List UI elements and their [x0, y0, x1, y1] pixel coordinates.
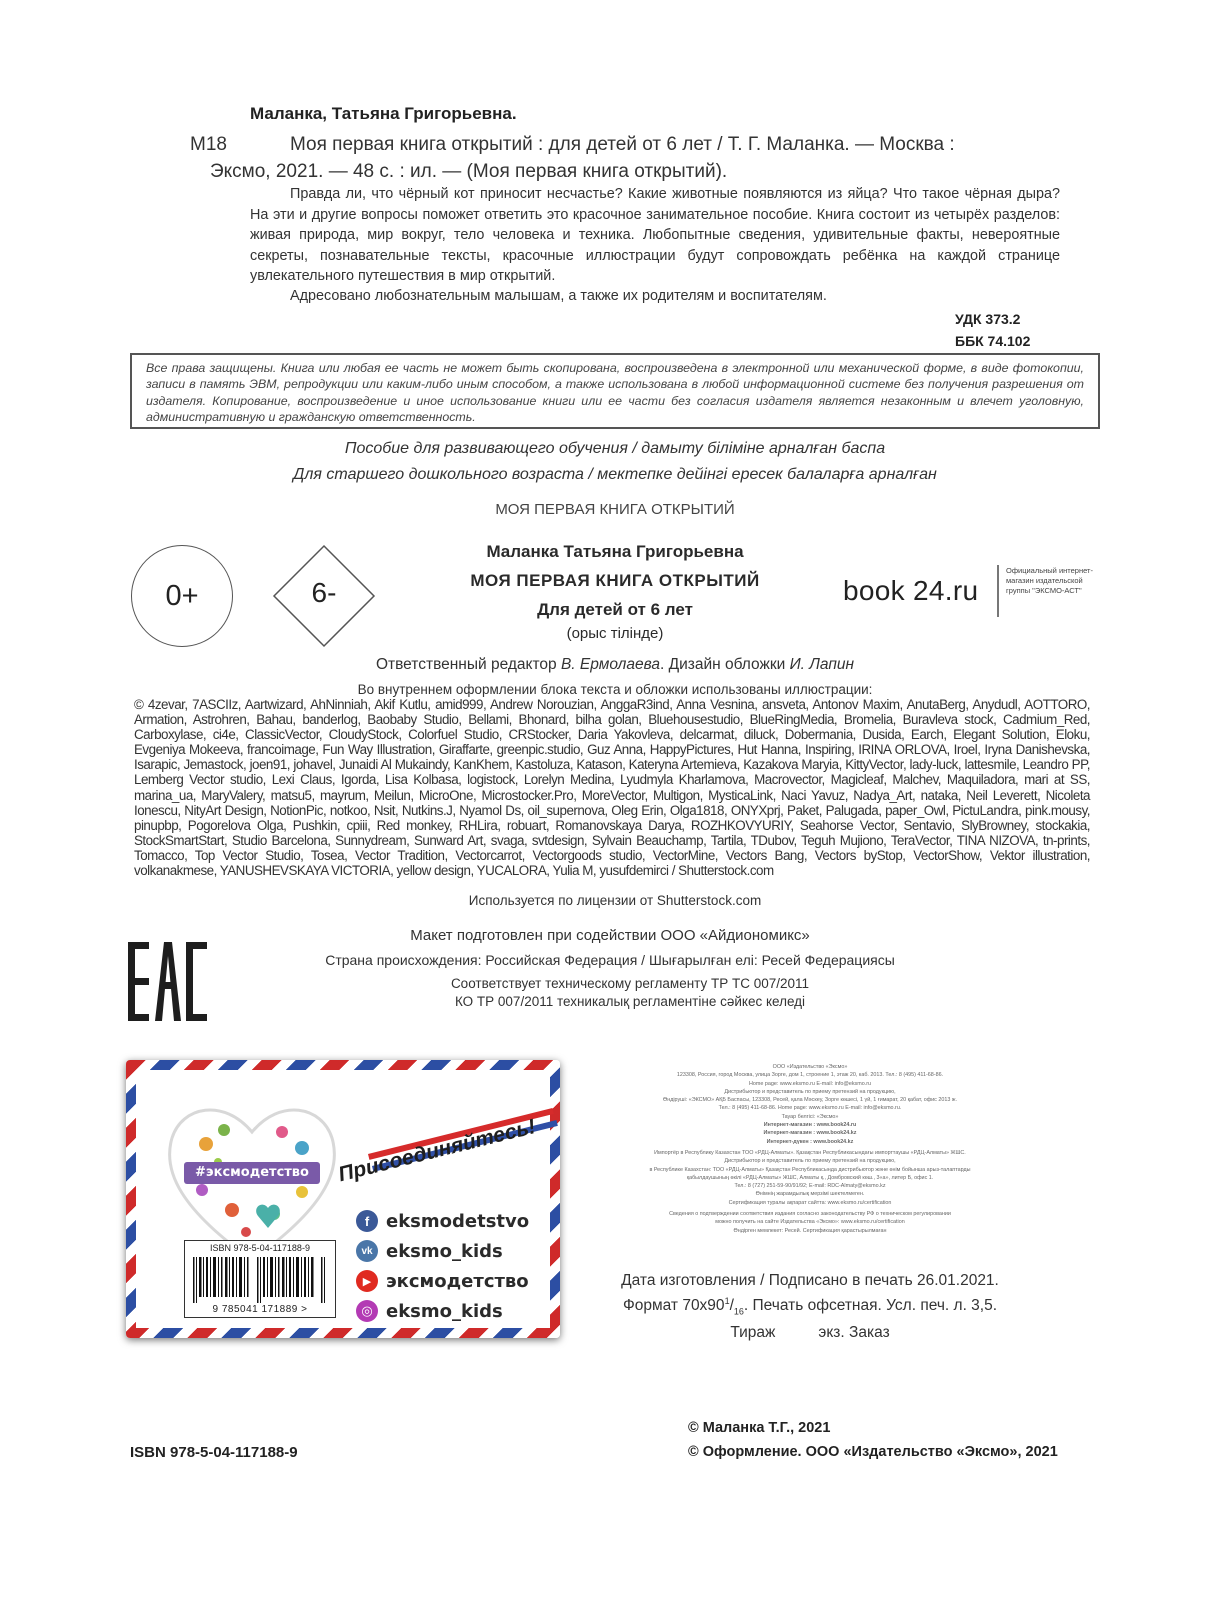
barcode-digits: 9 785041 171889 >: [212, 1304, 308, 1315]
publisher-line: Өндіруші: «ЭКСМО» АҚБ Баспасы, 123308, Ресей, қала Мәскеу, Зорге көшесі, 1 үй, 1 ғимарат, 20 қабат, офис 2013 ж.: [663, 1097, 957, 1104]
publisher-line: в Республике Казахстан: ТОО «РДЦ-Алматы» Қазақстан Республикасында дистрибьютор және өнім бойынша арыз-талаптарды: [649, 1166, 971, 1173]
age-rating-circle: [131, 545, 233, 647]
purpose-line-1: Пособие для развивающего обучения / дамыту біліміне арналған баспа: [344, 440, 886, 457]
udk-code: УДК 373.2: [955, 311, 1021, 327]
eac-logo: [128, 942, 208, 1027]
book24-logo: book 24.ru: [843, 575, 979, 606]
classification-codes: [955, 308, 1030, 352]
author-heading: Маланка, Татьяна Григорьевна.: [250, 104, 517, 123]
social-card: [126, 1060, 560, 1338]
book-subtitle: Для детей от 6 лет: [537, 600, 693, 619]
barcode-icon: [191, 1257, 329, 1303]
license-note: Используется по лицензии от Shutterstock.com: [468, 893, 762, 908]
publisher-line: Тел.: 8 (727) 251-59-90/91/92; E-mail: RDC-Almaty@eksmo.kz: [734, 1183, 886, 1190]
purpose-line-2: Для старшего дошкольного возраста / мектепке дейінгі ересек балаларға арналған: [293, 466, 937, 483]
format-denominator: 16: [733, 1306, 744, 1317]
barcode-box: [184, 1240, 336, 1318]
print-run: Тираж экз. Заказ: [730, 1324, 890, 1342]
audience-note: Адресовано любознательным малышам, а также их родителям и воспитателям.: [290, 288, 827, 304]
editor-mid: . Дизайн обложки: [659, 656, 790, 673]
biblio-record: [210, 131, 1060, 185]
book-title: МОЯ ПЕРВАЯ КНИГА ОТКРЫТИЙ: [470, 571, 760, 590]
designer-name: И. Лапин: [789, 656, 855, 673]
publisher-line: Дистрибьютор и представитель по приему претензий на продукцию,: [724, 1158, 896, 1165]
annotation: Правда ли, что чёрный кот приносит несчастье? Какие животные появляются из яйца? Что такое чёрная дыра? На эти и другие вопросы поможет ответить это красочное занимательное пособие. Книга состоит из четырёх разделов: живая природа, мир вокруг, тело человека и техника. Любопытные сведения, удивительные факты, невероятные секреты, познавательные тексты, красочные иллюстрации будут сопровождать ребёнка на каждой странице увлекательного путешествия в мир открытий.: [250, 186, 1060, 284]
social-youtube-label: эксмодетство: [386, 1270, 529, 1292]
facebook-icon: f: [356, 1210, 378, 1232]
editor-name: В. Ермолаева: [560, 656, 660, 673]
print-format: Формат $70х90^1/_{16}$. Печать офсетная. Усл. печ. л. 3,5.: [622, 1296, 998, 1317]
biblio-line-1: Моя первая книга открытий : для детей от 6 лет / Т. Г. Маланка. — Москва :: [290, 134, 955, 155]
editor-prefix: Ответственный редактор: [375, 656, 561, 673]
publisher-info: [580, 1063, 1040, 1235]
bbk-code: ББК 74.102: [955, 333, 1031, 349]
publisher-line: ООО «Издательство «Эксмо»: [772, 1064, 848, 1070]
title-block: [430, 538, 800, 644]
publisher-line: Импортёр в Республику Казахстан ТОО «РДЦ-Алматы». Қазақстан Республикасындағы импорттаушы «РДЦ-Алматы» ЖШС.: [654, 1149, 966, 1156]
publisher-line: 123308, Россия, город Москва, улица Зорге, дом 1, строение 1, этаж 20, каб. 2013. Тел.: 8 (495) 411-68-86.: [676, 1072, 944, 1079]
heart-hashtag: #эксмодетство: [195, 1165, 309, 1180]
country-of-origin: Страна происхождения: Российская Федерация / Шығарылған елі: Ресей Федерациясы: [325, 952, 895, 968]
youtube-icon: ▶: [356, 1270, 378, 1292]
publisher-line: Home page: www.eksmo.ru E-mail: info@eksmo.ru: [748, 1080, 871, 1087]
publisher-line: Интернет-дүкен : www.book24.kz: [766, 1138, 854, 1145]
publisher-line: Өнімнің жарамдылық мерзімі шектелмеген.: [755, 1191, 865, 1198]
vk-icon: vk: [356, 1240, 378, 1262]
rights-notice: Все права защищены. Книга или любая ее часть не может быть скопирована, воспроизведена в электронной или механической форме, в виде фотокопии, записи в память ЭВМ, репродукции или каким-либо иным способом, а также использована в любой информационной системе без получения разрешения от издателя. Копирование, воспроизведение и иное использование книги или ее части без согласия издателя является незаконным и влечет уголовную, административную и гражданскую ответственность.: [130, 353, 1100, 429]
instagram-icon: ◎: [356, 1300, 378, 1322]
format-prefix: Формат 70х90: [622, 1297, 725, 1315]
social-instagram[interactable]: [356, 1298, 556, 1324]
illustrations-credits: © 4zevar, 7ASCIIz, Aartwizard, AhNinniah, Akif Kutlu, amid999, Andrew Norouzian, AnggaR3ind, Anna Vesnina, ansveta, Antonov Maxim, AnutaBerg, Anydudl, AOTTORO, Armation, Astrohren, Bahau, banderlog, Baobaby Studio, Bellami, Bhonard, bilha golan, Bluehousestudio, BlueRingMedia, Bromelia, Buravleva stock, Cadmium_Red, Carboxylase, ci4e, ClassicVector, CloudyStock, Colorfuel Studio, CRStocker, Daria Yakovleva, delcarmat, diluck, Dobermania, Dusida, Earch, Elegant Solution, Eloku, Evgeniya Mokeeva, francoimage, Fun Way Illustration, Giraffarte, greenpic.studio, Guz Anna, HappyPictures, Hut Hanna, Inspiring, IRINA ORLOVA, Iroel, Iryna Danishevska, Isarapic, Jemastock, joen91, johavel, Junaidi Al Mukaindy, KanKhem, Kastoluza, Katason, Kateryna Artemieva, Kazakova Maryia, KittyVector, lady-luck, lattesmile, Leandro PP, Lemberg Vector studio, Lexi Claus, Igorda, Lisa Kolbasa, logistock, Lorelyn Medina, Lyudmyla Kharlamova, Macrovector, Magicleaf, Malchev, Maquiladora, mari at SS, marina_ua, MaryValery, matsu5, mayrum, Meilun, MicroOne, Microstocker.Pro, MoreVector, Multigon, MysticaLink, Naci Yavuz, Nadya_Art, nataka, Neil Leverett, Nicoleta Ionescu, NityArt Design, NotionPic, notkoo, Nsit, Nutkins.J, Nyamol Ds, oil_supernova, Oleg Erin, Olga1818, ONYXprj, Paket, Palugada, paper_Owl, PictuLandra, pink.mousy, pinupbp, Pogorelova Olga, Pushkin, cpiii, Red monkey, RHLira, robuart, Romanovskaya Darya, ROZHKOVYURIY, Seahorse Vector, Sentavio, SlyBrowney, stockakia, StockSmartStart, Studio Barcelona, Sunnydream, Sunward Art, svaga, svtdesign, Sylvain Beauchamp, Tartila, TDubov, Teguh Mujiono, TeraVector, TINA NIZOVA, tn-prints, Tomacco, Top Vector Studio, Tosea, Vector Tradition, Vectorcarrot, Vectorgoods studio, VectorMine, Vectors Bang, Vectors byStop, VectorShow, Vektor illustration, volkanakmese, YANUSHEVSKAYA VICTORIA, yellow design, YUCALORA, Yulia M, yusufdemirci / Shutterstock.com: [134, 697, 1090, 879]
author-code: М18: [190, 134, 227, 155]
copyright-design: © Оформление. ООО «Издательство «Эксмо», 2021: [688, 1444, 1058, 1460]
publisher-line: қабылдаушының өкілі «РДЦ-Алматы» ЖШС, Алматы қ., Домбровский көш., 3«а», литер Б, офис 1.: [686, 1174, 934, 1181]
join-heading: Присоединяйтесь!: [336, 1115, 538, 1187]
publisher-line: Дистрибьютор и представитель по приему претензий на продукцию,: [724, 1088, 896, 1095]
print-info: [575, 1270, 1045, 1343]
layout-note: Макет подготовлен при содействии ООО «Айдиономикс»: [410, 927, 810, 944]
illustrations-heading: Во внутреннем оформлении блока текста и обложки использованы иллюстрации:: [357, 682, 873, 697]
publisher-line: Сведения о подтверждении соответствия издания согласно законодательству РФ о техническом регулировании: [669, 1211, 951, 1218]
card-body: [136, 1070, 550, 1328]
book24-divider: [997, 565, 999, 617]
age-rating-label: 0+: [165, 579, 199, 612]
social-vk-label: eksmo_kids: [386, 1240, 503, 1262]
barcode-isbn: ISBN 978-5-04-117188-9: [210, 1243, 310, 1253]
social-vk[interactable]: [356, 1238, 556, 1264]
publisher-line: Интернет-магазин : www.book24.kz: [763, 1130, 857, 1137]
publisher-line: Интернет-магазин : www.book24.ru: [763, 1122, 857, 1129]
language-note: (орыс тілінде): [566, 625, 664, 642]
regulation-line-2: КО ТР 007/2011 техникалық регламентіне сәйкес келеді: [454, 994, 806, 1009]
copyright-author: © Маланка Т.Г., 2021: [688, 1420, 831, 1436]
publisher-line: Тел.: 8 (495) 411-68-86. Home page: www.eksmo.ru E-mail: info@eksmo.ru.: [718, 1105, 902, 1112]
format-suffix: . Печать офсетная. Усл. печ. л. 3,5.: [743, 1297, 998, 1315]
regulation-line-1: Соответствует техническому регламенту ТР ТС 007/2011: [450, 976, 810, 991]
social-instagram-label: eksmo_kids: [386, 1300, 503, 1322]
footer-isbn: ISBN 978-5-04-117188-9: [130, 1444, 298, 1461]
series-name: МОЯ ПЕРВАЯ КНИГА ОТКРЫТИЙ: [495, 501, 735, 518]
biblio-line-2: Эксмо, 2021. — 48 с. : ил. — (Моя первая книга открытий).: [210, 161, 728, 182]
publisher-line: Өндірген мемлекет: Ресей. Сертификация қарастырылмаған: [733, 1227, 887, 1234]
print-date: Дата изготовления / Подписано в печать 26.01.2021.: [621, 1272, 999, 1289]
editor-credits: [130, 656, 1100, 674]
publisher-line: Тауар белгісі: «Эксмо»: [781, 1113, 839, 1120]
social-facebook[interactable]: [356, 1208, 556, 1234]
book24-note: Официальный интернет-магазин издательской группы "ЭКСМО-АСТ": [1006, 566, 1093, 595]
age-diamond-label: 6-: [311, 577, 337, 608]
title-author: Маланка Татьяна Григорьевна: [486, 542, 744, 561]
publisher-line: Сертификация туралы ақпарат сайтта: www.eksmo.ru/certification: [728, 1199, 892, 1206]
format-numerator: 1: [724, 1296, 730, 1306]
social-youtube[interactable]: [356, 1268, 556, 1294]
social-facebook-label: eksmodetstvo: [386, 1210, 530, 1232]
publisher-line: можно получить на сайте Издательства «Эксмо»: www.eksmo.ru/certification: [715, 1219, 905, 1226]
